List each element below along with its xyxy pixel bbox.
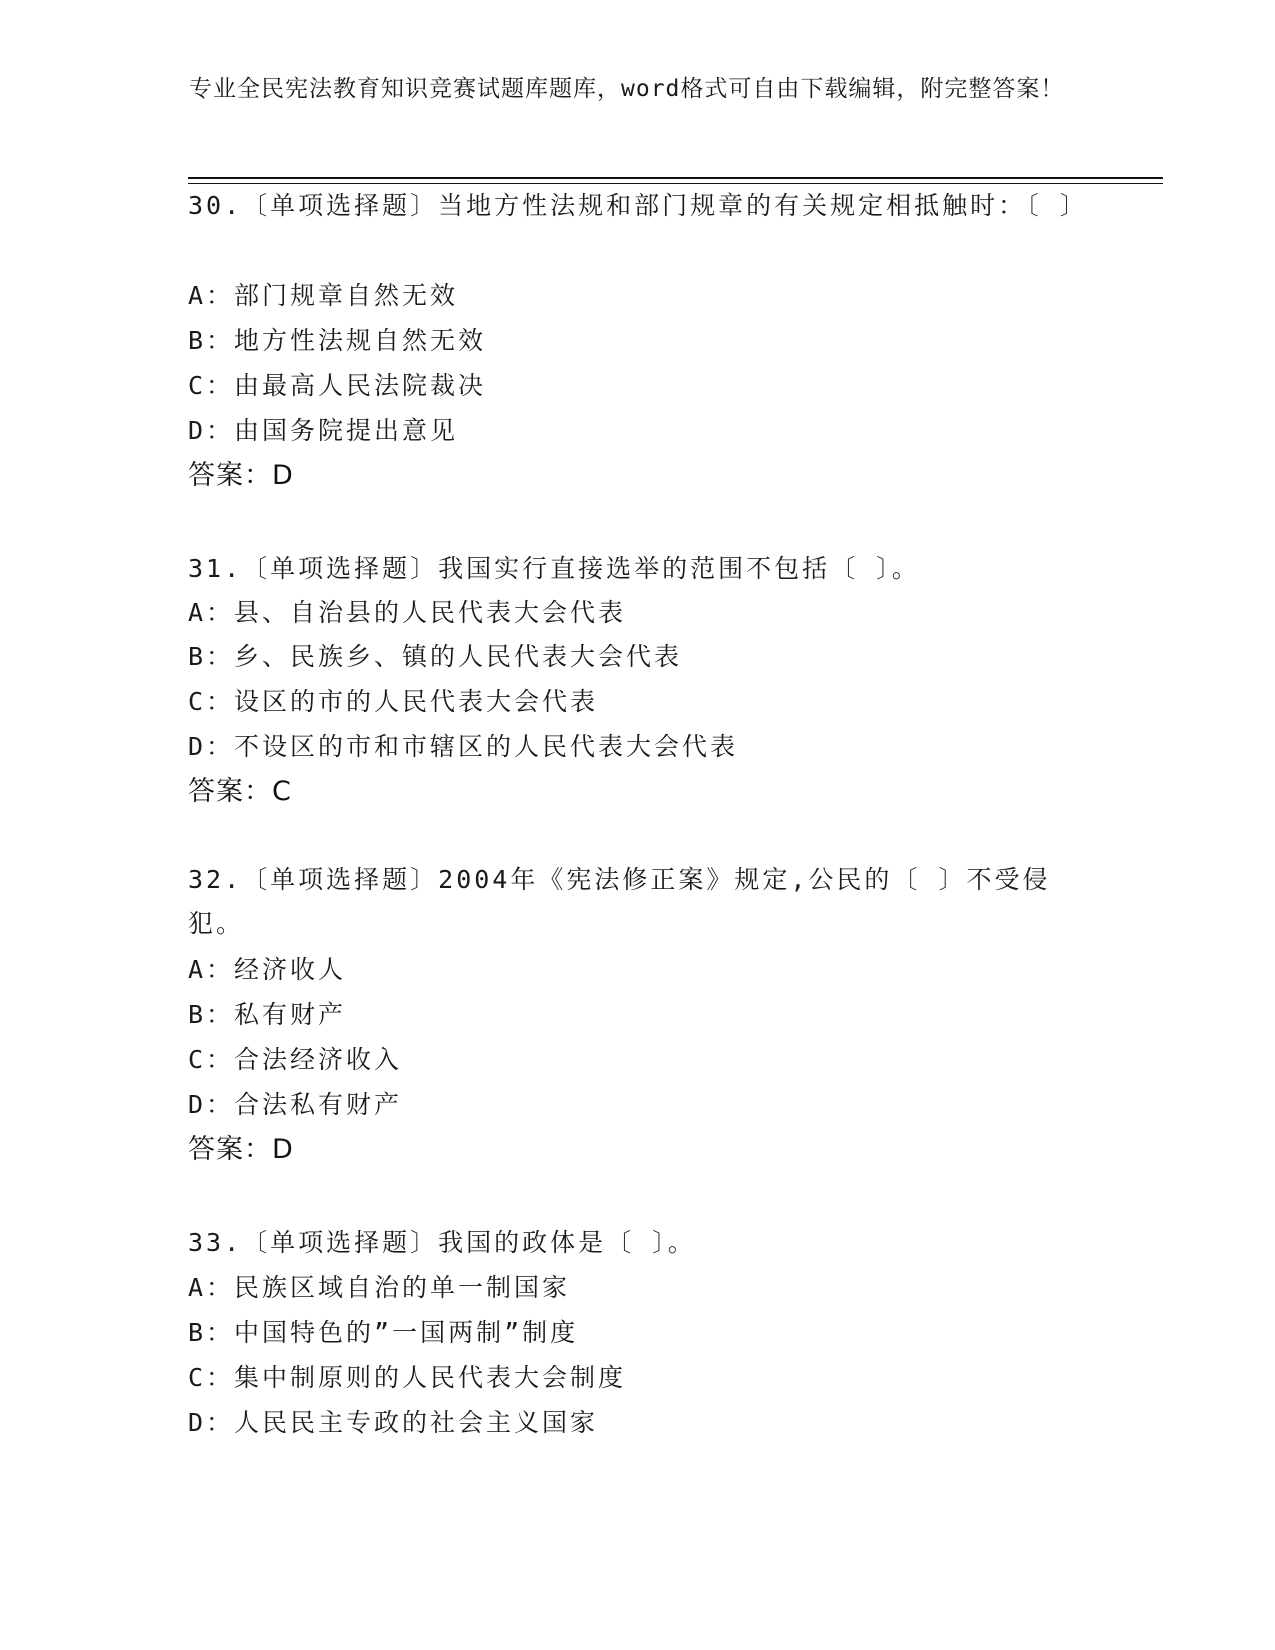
option-c: C：合法经济收入 — [188, 1045, 403, 1074]
option-a: A：县、自治县的人民代表大会代表 — [188, 598, 627, 627]
answer-label: 答案：D — [188, 460, 294, 491]
answer-label: 答案：D — [188, 1134, 294, 1165]
option-a: A：民族区域自治的单一制国家 — [188, 1273, 571, 1302]
question-stem: 30.〔单项选择题〕当地方性法规和部门规章的有关规定相抵触时：〔 〕 — [188, 191, 1088, 220]
option-b: B：地方性法规自然无效 — [188, 326, 487, 355]
option-c: C：由最高人民法院裁决 — [188, 371, 487, 400]
option-c: C：集中制原则的人民代表大会制度 — [188, 1363, 627, 1392]
option-d: D：人民民主专政的社会主义国家 — [188, 1408, 599, 1437]
answer-label: 答案：C — [188, 776, 292, 807]
question-stem: 33.〔单项选择题〕我国的政体是〔 〕。 — [188, 1228, 696, 1257]
question-stem: 31.〔单项选择题〕我国实行直接选举的范围不包括〔 〕。 — [188, 554, 920, 583]
option-a: A：经济收人 — [188, 955, 347, 984]
option-d: D：合法私有财产 — [188, 1090, 403, 1119]
option-b: B：中国特色的”一国两制”制度 — [188, 1318, 579, 1347]
option-a: A：部门规章自然无效 — [188, 281, 459, 310]
option-d: D：由国务院提出意见 — [188, 416, 459, 445]
document-header: 专业全民宪法教育知识竞赛试题库题库，word格式可自由下载编辑，附完整答案！ — [189, 76, 1065, 102]
option-b: B：私有财产 — [188, 1000, 347, 1029]
header-divider — [188, 177, 1163, 179]
option-b: B：乡、民族乡、镇的人民代表大会代表 — [188, 642, 683, 671]
option-d: D：不设区的市和市辖区的人民代表大会代表 — [188, 732, 739, 761]
option-c: C：设区的市的人民代表大会代表 — [188, 687, 599, 716]
question-stem: 32.〔单项选择题〕2004年《宪法修正案》规定,公民的〔 〕不受侵犯。 — [188, 865, 1051, 938]
